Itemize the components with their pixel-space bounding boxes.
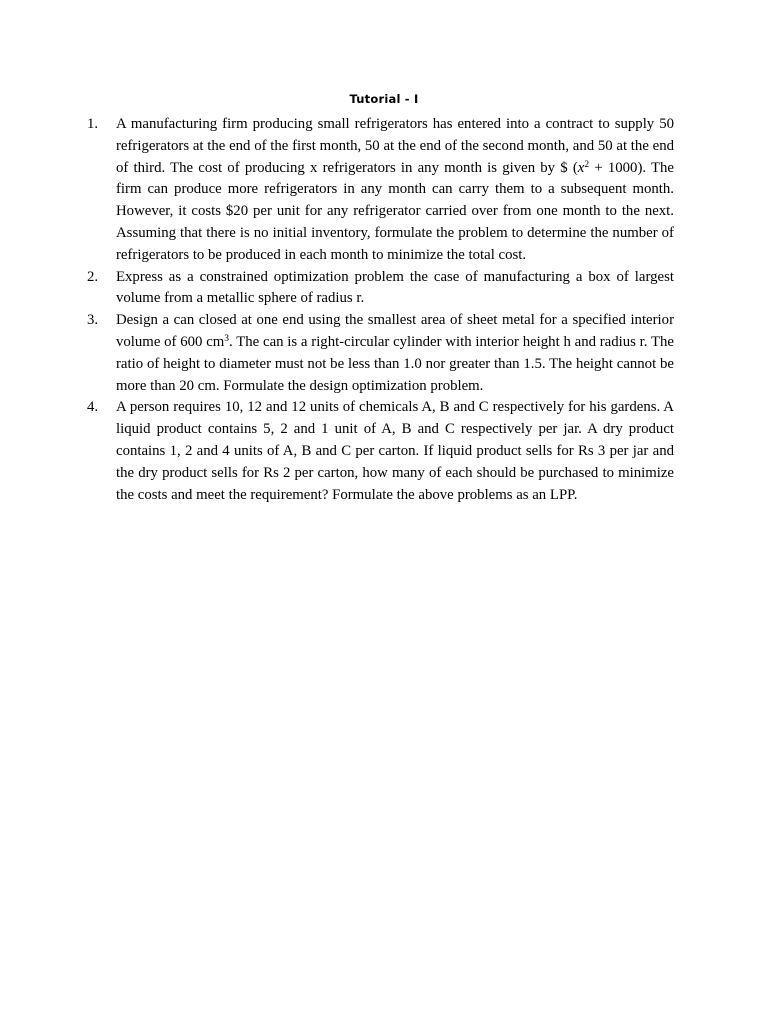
problem-number: 1. [87,116,99,132]
problem-text-part: + 1000). The firm can produce more refrigerators in any month can carry them to a subsequent month. However, it costs $20 per unit for any refrigerator carried over from one month to the next. Assuming that there is no initial inventory, formulate the problem to determine the number of refrigerators to be produced in each month to minimize the total cost. [116,159,674,263]
problem-number: 4. [87,399,99,416]
math-exponent: 3 [224,333,230,344]
problem-item-2 [87,267,674,311]
math-variable: x [577,159,585,176]
problem-item-4 [87,397,674,506]
problem-item-1 [87,114,674,267]
problem-item-3 [87,310,674,397]
problem-text [116,310,674,397]
problem-text: A person requires 10, 12 and 12 units of chemicals A, B and C respectively for his gardens. A liquid product contains 5, 2 and 1 unit of A, B and C respectively per jar. A dry product contains 1, 2 and 4 units of A, B and C per carton. If liquid product sells for Rs 3 per jar and the dry product sells for Rs 2 per carton, how many of each should be purchased to minimize the costs and meet the requirement? Formulate the above problems as an LPP. [116,399,674,503]
problem-list [87,114,674,506]
problem-number: 3. [87,312,99,329]
document-title: Tutorial - I [349,92,419,106]
problem-text-part: . The can is a right-circular cylinder with interior height h and radius r. The ratio of height to diameter must not be less than 1.0 nor greater than 1.5. The height cannot be more than 20 cm. Formulate the design optimization problem. [116,333,674,394]
problem-text-part: A manufacturing firm producing small refrigerators has entered into a contract to supply 50 refrigerators at the end of the first month, 50 at the end of the second month, and 50 at the end of third. The cost of producing x refrigerators in any month is given by $ ( [116,116,674,176]
problem-text [116,114,674,267]
problem-number: 2. [87,268,99,285]
problem-text: Express as a constrained optimization problem the case of manufacturing a box of largest volume from a metallic sphere of radius r. [116,268,674,307]
math-exponent: 2 [584,159,590,170]
problem-text-part: Design a can closed at one end using the smallest area of sheet metal for a specified interior volume of 600 cm [116,312,674,350]
